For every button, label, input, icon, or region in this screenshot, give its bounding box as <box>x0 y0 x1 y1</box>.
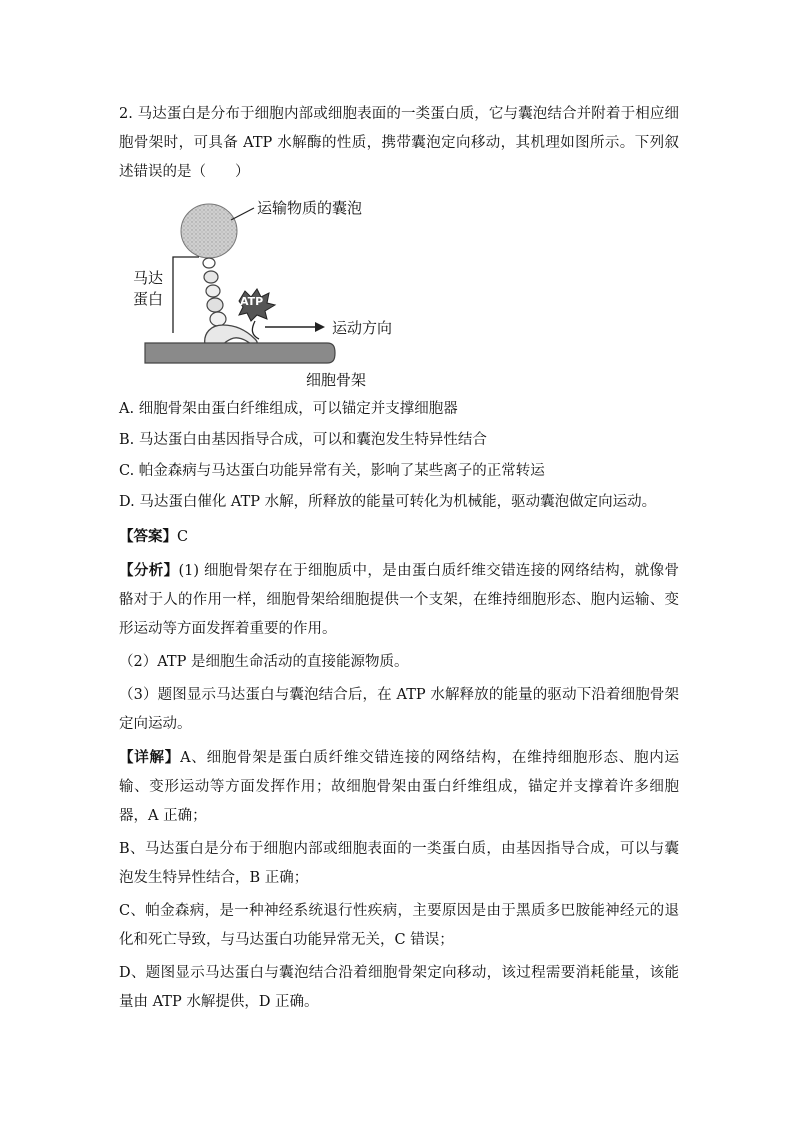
motor-protein-diagram <box>119 193 419 388</box>
answer-line <box>119 522 679 552</box>
cytoskeleton-bar <box>145 343 335 363</box>
analysis-tag: 【分析】 <box>119 562 179 579</box>
analysis-p3: （3）题图显示马达蛋白与囊泡结合后，在 ATP 水解释放的能量的驱动下沿着细胞骨架定向运动。 <box>119 687 679 732</box>
question-stem: 2. 马达蛋白是分布于细胞内部或细胞表面的一类蛋白质，它与囊泡结合并附着于相应细胞骨架时，可具备 ATP 水解酶的性质，携带囊泡定向移动，其机理如图所示。下列叙述错误的是（ ） <box>119 106 679 180</box>
direction-arrow-head <box>315 322 325 332</box>
option-c: C. 帕金森病与马达蛋白功能异常有关，影响了某些离子的正常转运 <box>119 463 545 479</box>
option-a: A. 细胞骨架由蛋白纤维组成，可以锚定并支撑细胞器 <box>119 401 458 417</box>
detail-tag: 【详解】 <box>119 749 181 766</box>
detail-d: D、题图显示马达蛋白与囊泡结合沿着细胞骨架定向移动，该过程需要消耗能量，该能量由 ATP 水解提供，D 正确。 <box>119 965 679 1010</box>
analysis-p2: （2）ATP 是细胞生命活动的直接能源物质。 <box>119 654 409 670</box>
analysis-p1-text: (1) 细胞骨架存在于细胞质中，是由蛋白质纤维交错连接的网络结构，就像骨骼对于人的作用一样，细胞骨架给细胞提供一个支架，在维持细胞形态、胞内运输、变形运动等方面发挥着重要的作用。 <box>119 563 679 637</box>
answer-value: C <box>177 529 189 545</box>
motor-bracket <box>173 257 199 333</box>
atp-label: ATP <box>240 295 264 308</box>
vesicle-leader-line <box>231 208 254 220</box>
cytoskeleton-label: 细胞骨架 <box>306 371 367 389</box>
vesicle-shape <box>181 204 237 258</box>
document-page <box>119 100 679 1017</box>
detail-b: B、马达蛋白是分布于细胞内部或细胞表面的一类蛋白质，由基因指导合成，可以与囊泡发生特异性结合，B 正确； <box>119 841 679 886</box>
option-b: B. 马达蛋白由基因指导合成，可以和囊泡发生特异性结合 <box>119 432 487 448</box>
motor-label-line2: 蛋白 <box>133 290 164 308</box>
motor-protein-figure <box>119 193 419 388</box>
option-d: D. 马达蛋白催化 ATP 水解，所释放的能量可转化为机械能，驱动囊泡做定向运动。 <box>119 494 657 510</box>
detail-c: C、帕金森病，是一种神经系统退行性疾病，主要原因是由于黑质多巴胺能神经元的退化和死亡导致，与马达蛋白功能异常无关，C 错误； <box>119 903 679 948</box>
atp-curve <box>252 321 259 339</box>
analysis-p1 <box>119 556 679 644</box>
answer-tag: 【答案】 <box>119 528 177 545</box>
detail-a <box>119 743 679 831</box>
vesicle-label: 运输物质的囊泡 <box>257 199 363 217</box>
motor-label-line1: 马达 <box>133 269 164 287</box>
detail-a-text: A、细胞骨架是蛋白质纤维交错连接的网络结构，在维持细胞形态、胞内运输、变形运动等方面发挥作用；故细胞骨架由蛋白纤维组成，锚定并支撑着许多细胞器，A 正确； <box>119 750 680 824</box>
direction-label: 运动方向 <box>332 319 393 337</box>
